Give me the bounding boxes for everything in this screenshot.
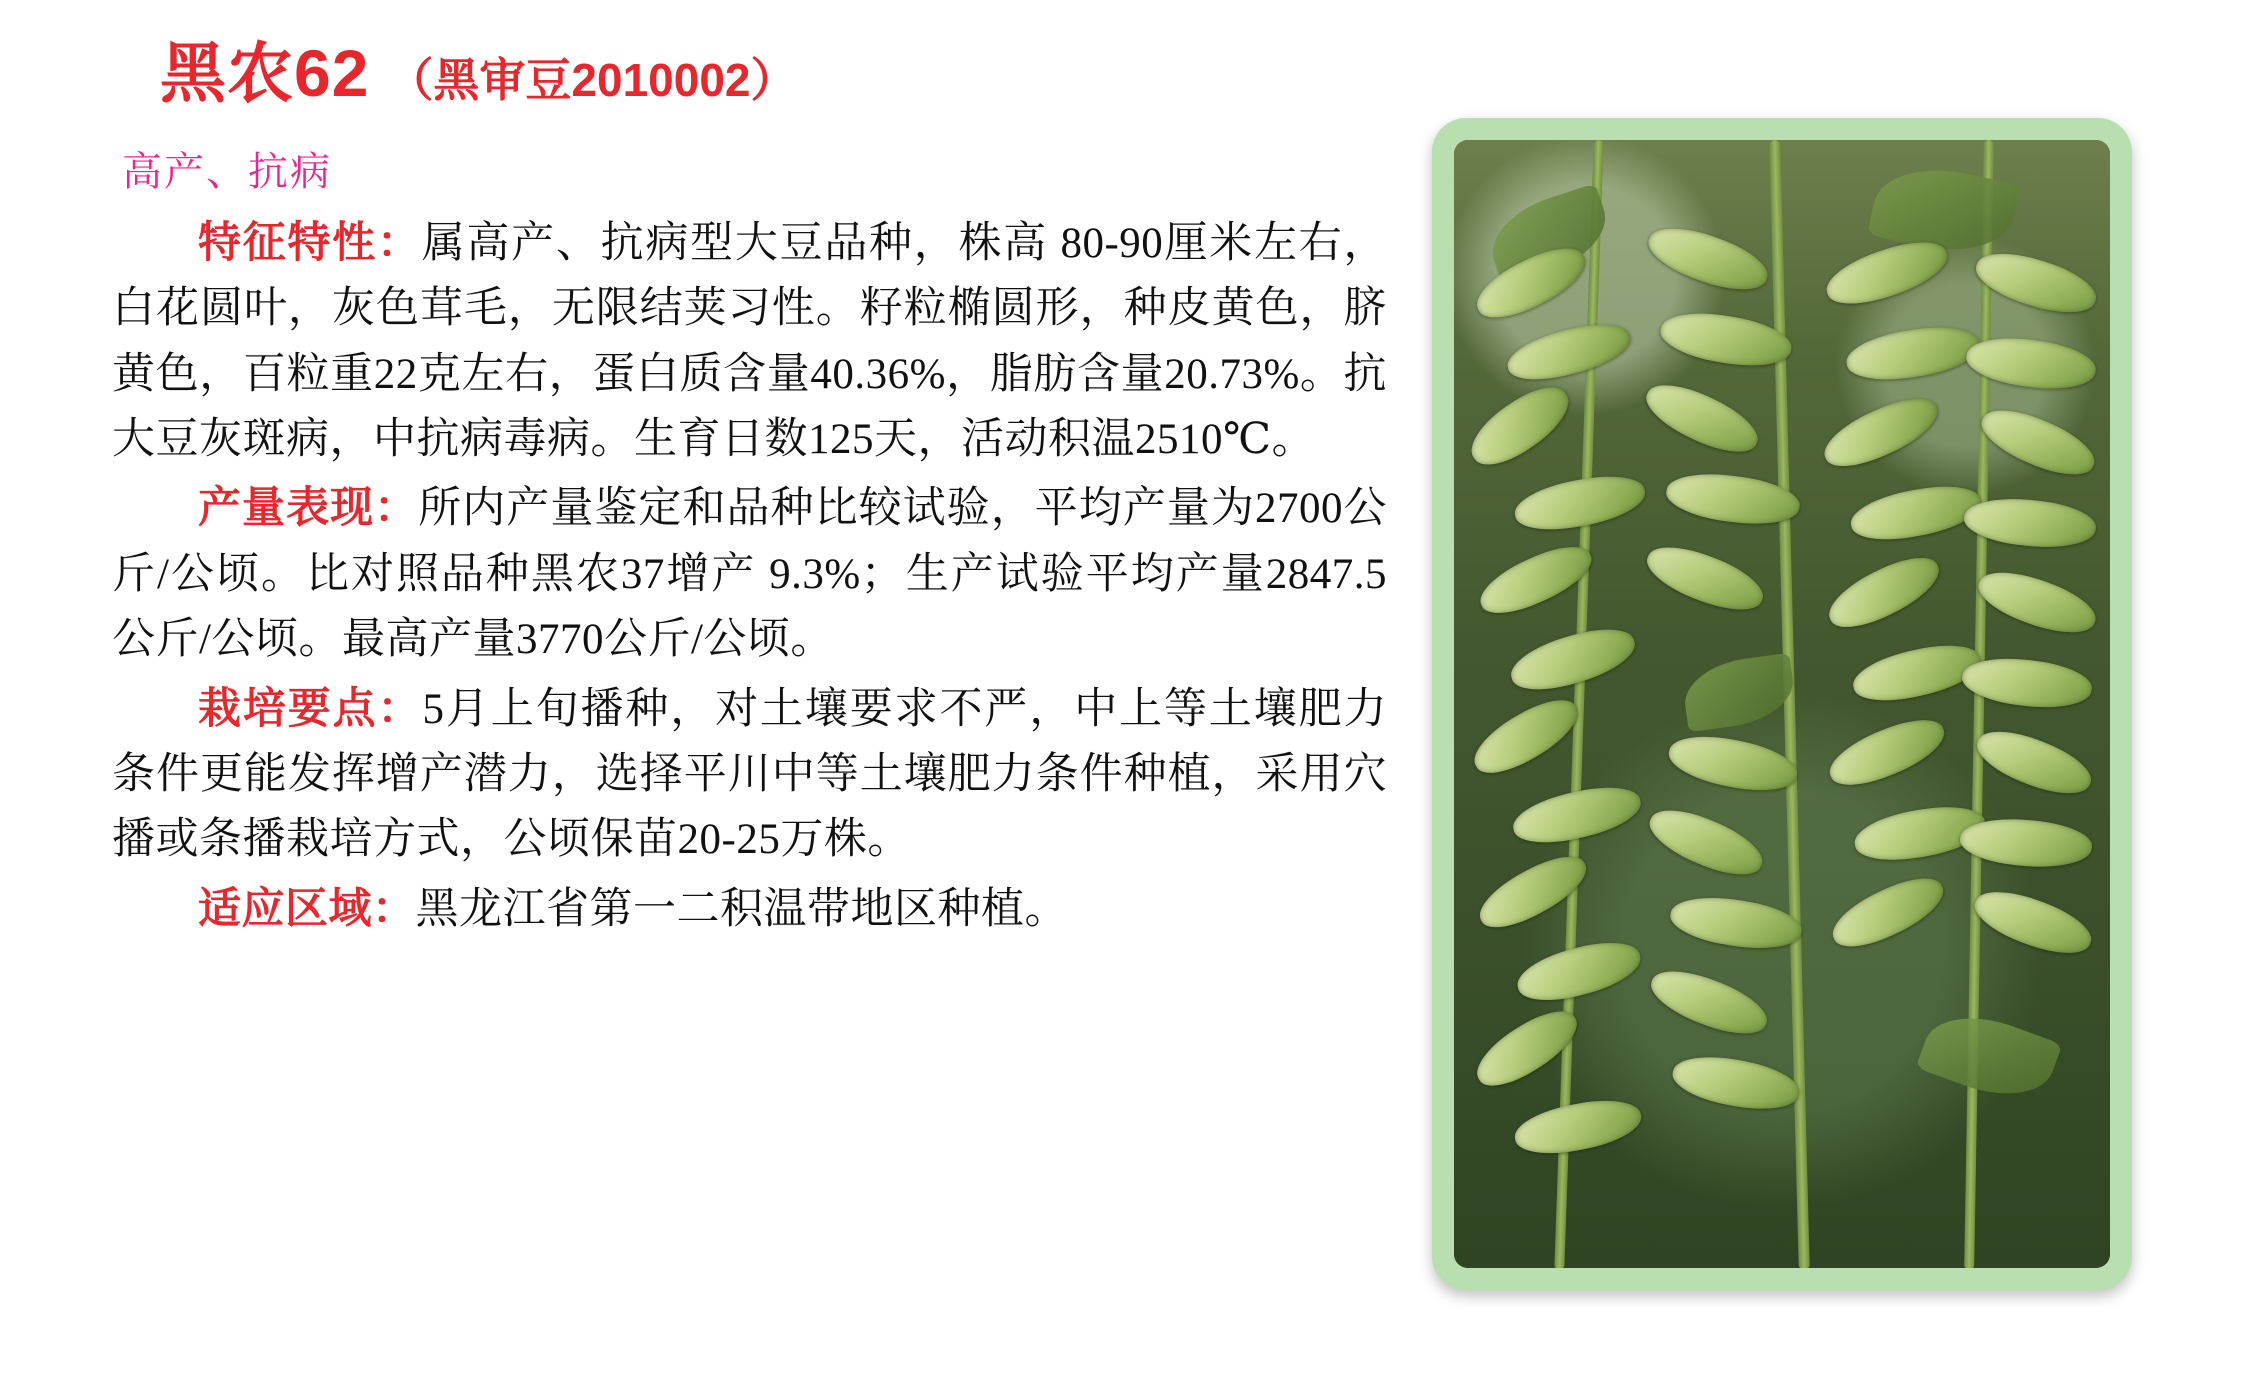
section-characteristics-text: 属高产、抗病型大豆品种，株高 80-90厘米左右，白花圆叶，灰色茸毛，无限结荚习性。籽粒椭圆形，种皮黄色，脐黄色，百粒重22克左右，蛋白质含量40.36%，脂肪含量20.73%。抗大豆灰斑病，中抗病毒病。生育日数125天，活动积温2510℃。 (112, 220, 1387, 464)
section-region-label: 适应区域： (198, 885, 416, 933)
variety-name: 黑农62 (160, 36, 370, 110)
description-column (112, 140, 1387, 942)
section-characteristics-label: 特征特性： (198, 220, 422, 267)
section-cultivation-label: 栽培要点： (198, 685, 423, 733)
tagline: 高产、抗病 (122, 150, 332, 194)
section-region (112, 877, 1387, 942)
approval-code: （黑审豆2010002） (387, 54, 797, 106)
section-yield (112, 476, 1387, 672)
page-title (160, 20, 797, 115)
section-yield-label: 产量表现： (198, 485, 419, 533)
section-yield-text: 所内产量鉴定和品种比较试验，平均产量为2700公斤/公顷。比对照品种黑农37增产 9.3%；生产试验平均产量2847.5公斤/公顷。最高产量3770公斤/公顷。 (112, 485, 1388, 664)
soybean-photo-card (1432, 118, 2132, 1290)
section-cultivation (112, 677, 1387, 873)
section-region-text: 黑龙江省第一二积温带地区种植。 (415, 885, 1068, 933)
section-characteristics (112, 211, 1387, 472)
section-cultivation-text: 5月上旬播种，对土壤要求不严，中上等土壤肥力条件更能发挥增产潜力，选择平川中等土壤肥力条件种植，采用穴播或条播栽培方式，公顷保苗20-25万株。 (112, 685, 1388, 864)
soybean-photo (1454, 140, 2110, 1268)
